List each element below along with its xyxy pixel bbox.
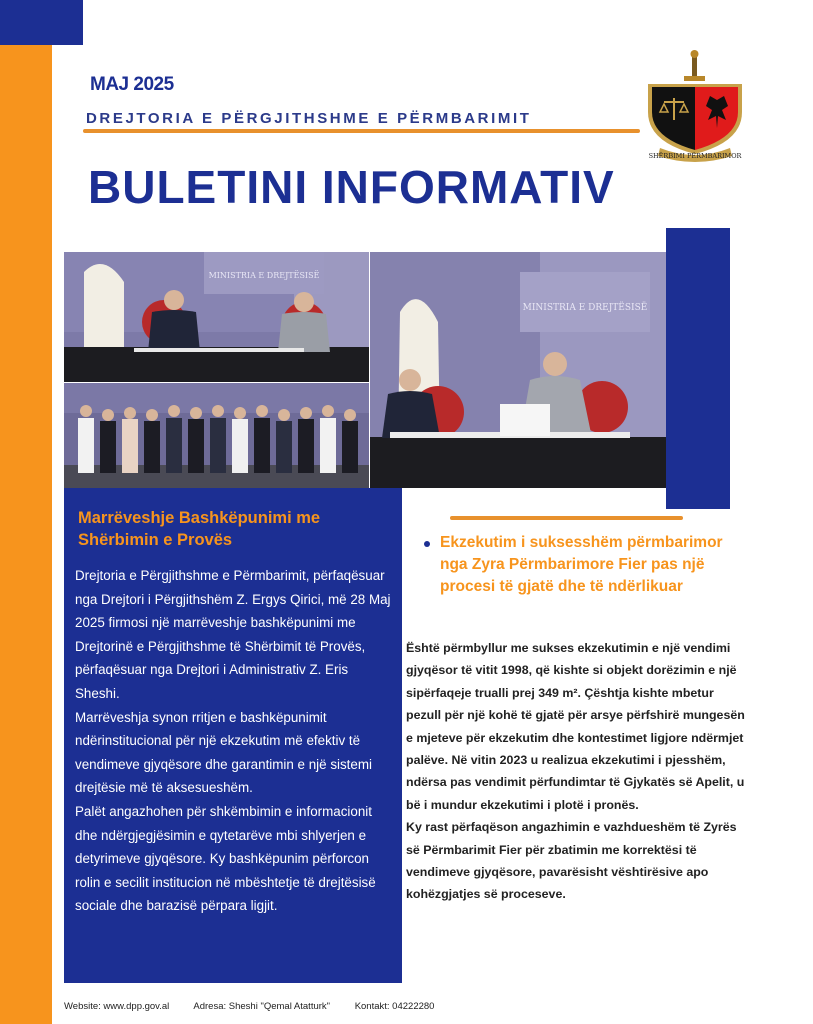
right-article-heading: Ekzekutim i suksesshëm përmbarimor nga Zyra Përmbarimore Fier pas një procesi të gjatë dhe të ndërlikuar (440, 534, 723, 595)
page-title: BULETINI INFORMATIV (88, 161, 615, 213)
left-paragraph: Marrëveshja synon rritjen e bashkëpunimit ndërinstitucional për një ekzekutim më efektiv të vendimeve gjyqësore dhe garantimin e një sistemi drejtësie më të aksesueshëm. (75, 709, 372, 796)
right-paragraph: Është përmbyllur me sukses ekzekutimin e një vendimi gjyqësor të vitit 1998, që kishte si objekt dorëzimin e një sipërfaqeje trualli prej 349 m². Çështja kishte mbetur pezull për një kohë të gjatë për arsye përfshirë mungesën e mjeteve për ekzekutim dhe kontestimet ligjore ndërmjet palëve. Në vitin 2023 u realizua ekzekutimi i pjesshëm, ndërsa pas vendimit përfundimtar të Gjykatës së Apelit, u bë i mundur ekzekutimi i plotë i pronës. (406, 641, 745, 812)
divider-line (83, 129, 640, 133)
svg-text:SHËRBIMI PËRMBARIMOR: SHËRBIMI PËRMBARIMOR (648, 152, 742, 160)
orange-side-bar (0, 0, 52, 1024)
photo-signing-meeting (64, 252, 369, 382)
left-paragraph: Palët angazhohen për shkëmbimin e informacionit dhe ndërgjegjësimin e qytetarëve mbi shlyerjen e detyrimeve gjyqësore. Ky bashkëpunim përforcon rolin e secilit institucion në mbështetje të drejtësisë sociale dhe barazisë përpara ligjit. (75, 803, 376, 914)
left-paragraph: Drejtoria e Përgjithshme e Përmbarimit, përfaqësuar nga Drejtori i Përgjithshëm Z. Ergys Qirici, më 28 Maj 2025 firmosi një marrëveshje bashkëpunimi me Drejtorinë e Përgjithshme të Shërbimit të Provës, përfaqësuar nga Drejtori i Administrativ Z. Eris Sheshi. (75, 568, 391, 701)
footer (64, 1001, 456, 1012)
right-paragraph: Ky rast përfaqëson angazhimin e vazhdueshëm të Zyrës së Përmbarimit Fier për zbatimin me korrektësi të vendimeve gjyqësore, pavarësisht vështirësive apo kohëzgjatjes së proceseve. (406, 820, 737, 902)
blue-accent-block (666, 228, 730, 509)
institution-logo (640, 50, 750, 165)
left-article-body (75, 564, 393, 918)
photo-signing-documents (370, 252, 666, 488)
left-article-heading: Marrëveshje Bashkëpunimi me Shërbimin e Provës (78, 509, 321, 549)
backdrop-sign-text (209, 271, 320, 280)
organization-name: DREJTORIA E PËRGJITHSHME E PËRMBARIMIT (86, 110, 532, 127)
issue-date: MAJ 2025 (90, 74, 174, 95)
right-article-body (406, 637, 751, 906)
logo-text (649, 151, 743, 160)
blue-corner-block (0, 0, 83, 45)
right-divider-line (450, 516, 683, 520)
photo-group (64, 383, 369, 488)
backdrop-sign-text-2 (523, 301, 648, 313)
bullet-dot (424, 541, 430, 547)
svg-text:MINISTRIA E DREJTËSISË: MINISTRIA E DREJTËSISË (208, 271, 320, 280)
footer-address: Adresa: Sheshi "Qemal Atatturk" (193, 1001, 331, 1012)
svg-text:MINISTRIA E DREJTËSISË: MINISTRIA E DREJTËSISË (522, 303, 648, 313)
footer-contact: Kontakt: 04222280 (354, 1001, 435, 1012)
footer-website[interactable]: Website: www.dpp.gov.al (64, 1001, 170, 1012)
